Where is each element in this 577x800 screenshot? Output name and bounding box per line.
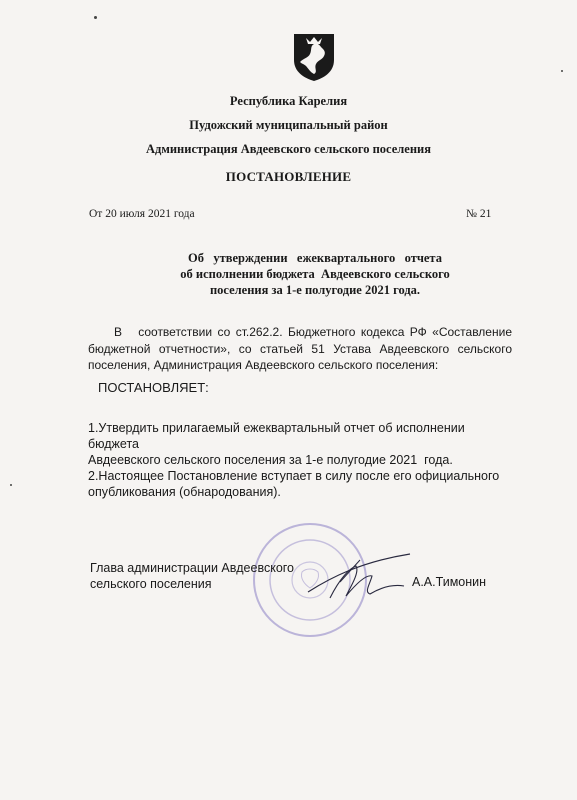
preamble-paragraph	[88, 324, 512, 374]
signatory-name: А.А.Тимонин	[412, 575, 487, 589]
coat-of-arms-icon	[290, 32, 338, 82]
subject-line-2: об исполнении бюджета Авдеевского сельского	[180, 267, 450, 281]
document-subject	[120, 250, 510, 298]
header-administration: Администрация Авдеевского сельского поселения	[145, 142, 432, 156]
scan-speck	[94, 16, 97, 19]
item-2-line-2: опубликования (обнародования).	[88, 485, 281, 499]
preamble-lead: В	[114, 325, 123, 339]
item-1-line-1: 1.Утвердить прилагаемый ежеквартальный отчет об исполнении бюджета	[88, 421, 465, 451]
item-2-line-1: 2.Настоящее Постановление вступает в силу после его официального	[88, 469, 500, 483]
header-district: Пудожский муниципальный район	[189, 118, 388, 132]
document-number: № 21	[466, 208, 492, 220]
signatory-title-line-1: Глава администрации Авдеевского	[90, 561, 295, 575]
item-1-line-2: Авдеевского сельского поселения за 1-е полугодие 2021 года.	[88, 453, 453, 467]
subject-line-3: поселения за 1-е полугодие 2021 года.	[209, 283, 421, 297]
decree-items	[88, 420, 518, 500]
scan-speck	[561, 70, 563, 72]
header-republic: Республика Карелия	[229, 94, 348, 108]
document-type: ПОСТАНОВЛЕНИЕ	[225, 169, 352, 184]
document-date: От 20 июля 2021 года	[89, 208, 195, 220]
subject-line-1: Об утверждении ежеквартального отчета	[188, 251, 442, 265]
signatory-title	[90, 560, 294, 592]
signatory-title-line-2: сельского поселения	[90, 577, 212, 591]
decree-heading: ПОСТАНОВЛЯЕТ:	[98, 380, 209, 395]
scan-speck	[10, 484, 12, 486]
preamble-text: соответствии со ст.262.2. Бюджетного кодекса РФ «Составление бюджетной отчетности», со статьей 51 Устава Авдеевского сельского поселения, Администрация Авдеевского сельского поселения:	[88, 325, 512, 372]
handwritten-signature-icon	[300, 548, 420, 608]
